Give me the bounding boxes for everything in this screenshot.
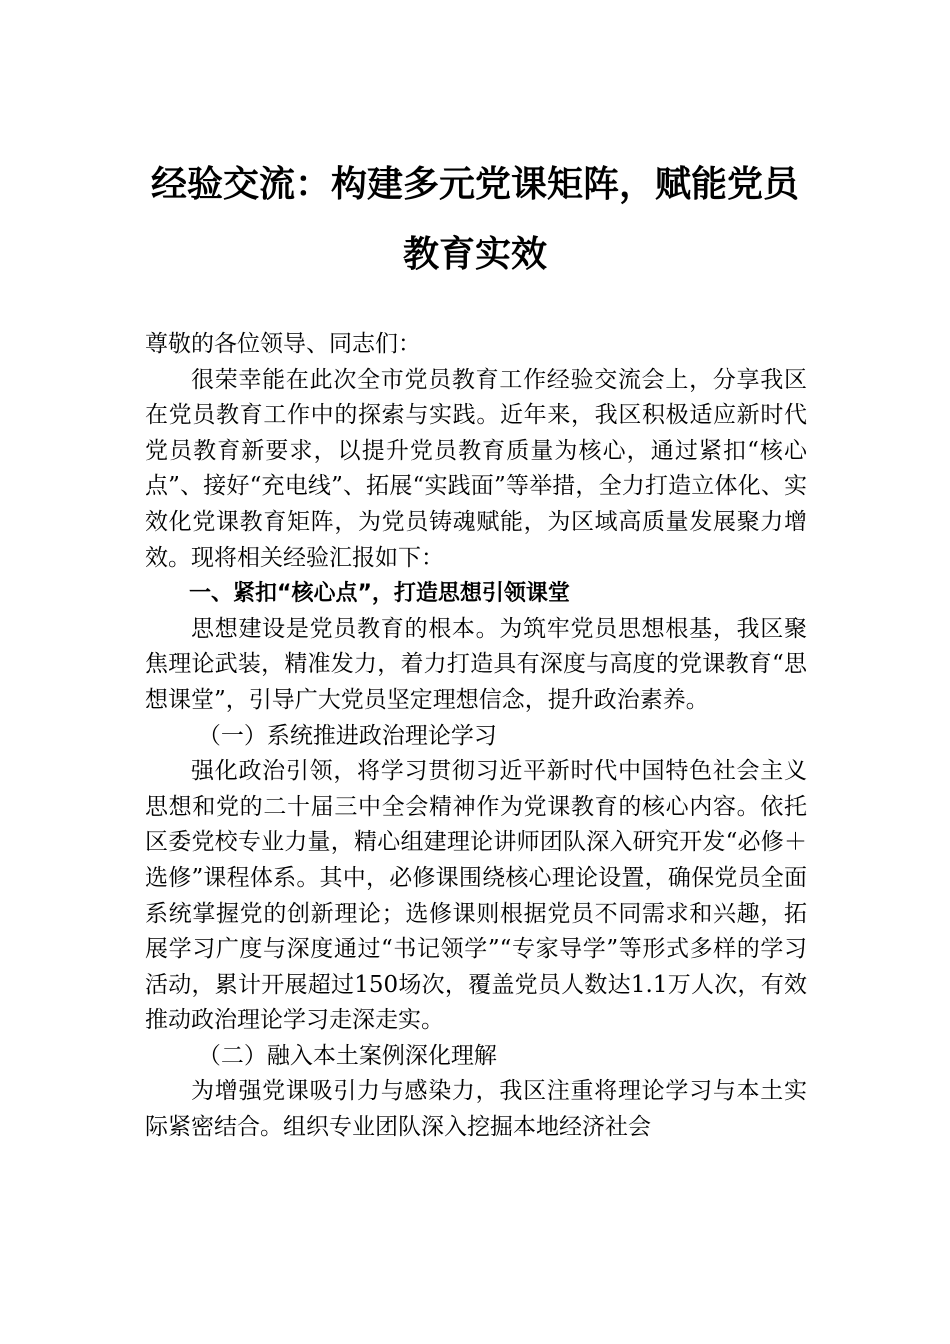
- subsection-1-heading: （一）系统推进政治理论学习: [197, 722, 497, 749]
- document-title-line-1: 经验交流：构建多元党课矩阵，赋能党员: [150, 163, 799, 205]
- intro-paragraph: 很荣幸能在此次全市党员教育工作经验交流会上，分享我区在党员教育工作中的探索与实践。近年来，我区积极适应新时代党员教育新要求，以提升党员教育质量为核心，通过紧扣“核心点”、接好“充电线”、拓展“实践面”等举措，全力打造立体化、实效化党课教育矩阵，为党员铸魂赋能，为区域高质量发展聚力增效。现将相关经验汇报如下：: [145, 366, 807, 571]
- document-title-line-2: 教育实效: [402, 233, 547, 275]
- subsection-1-paragraph: 强化政治引领，将学习贯彻习近平新时代中国特色社会主义思想和党的二十届三中全会精神作为党课教育的核心内容。依托区委党校专业力量，精心组建理论讲师团队深入研究开发“必修＋选修”课程体系。其中，必修课围绕核心理论设置，确保党员全面系统掌握党的创新理论；选修课则根据党员不同需求和兴趣，拓展学习广度与深度通过“书记领学”“专家导学”等形式多样的学习活动，累计开展超过150场次，覆盖党员人数达1.1万人次，有效推动政治理论学习走深走实。: [145, 758, 807, 1034]
- salutation: 尊敬的各位领导、同志们：: [145, 331, 421, 357]
- subsection-2-heading: （二）融入本土案例深化理解: [197, 1042, 497, 1069]
- section-1-paragraph: 思想建设是党员教育的根本。为筑牢党员思想根基，我区聚焦理论武装，精准发力，着力打造具有深度与高度的党课教育“思想课堂”，引导广大党员坚定理想信念，提升政治素养。: [145, 615, 807, 713]
- document-body: [145, 327, 807, 1146]
- subsection-2-paragraph: 为增强党课吸引力与感染力，我区注重将理论学习与本土实际紧密结合。组织专业团队深入挖掘本地经济社会: [145, 1078, 807, 1141]
- section-1-heading: 一、紧扣“核心点”，打造思想引领课堂: [189, 581, 570, 607]
